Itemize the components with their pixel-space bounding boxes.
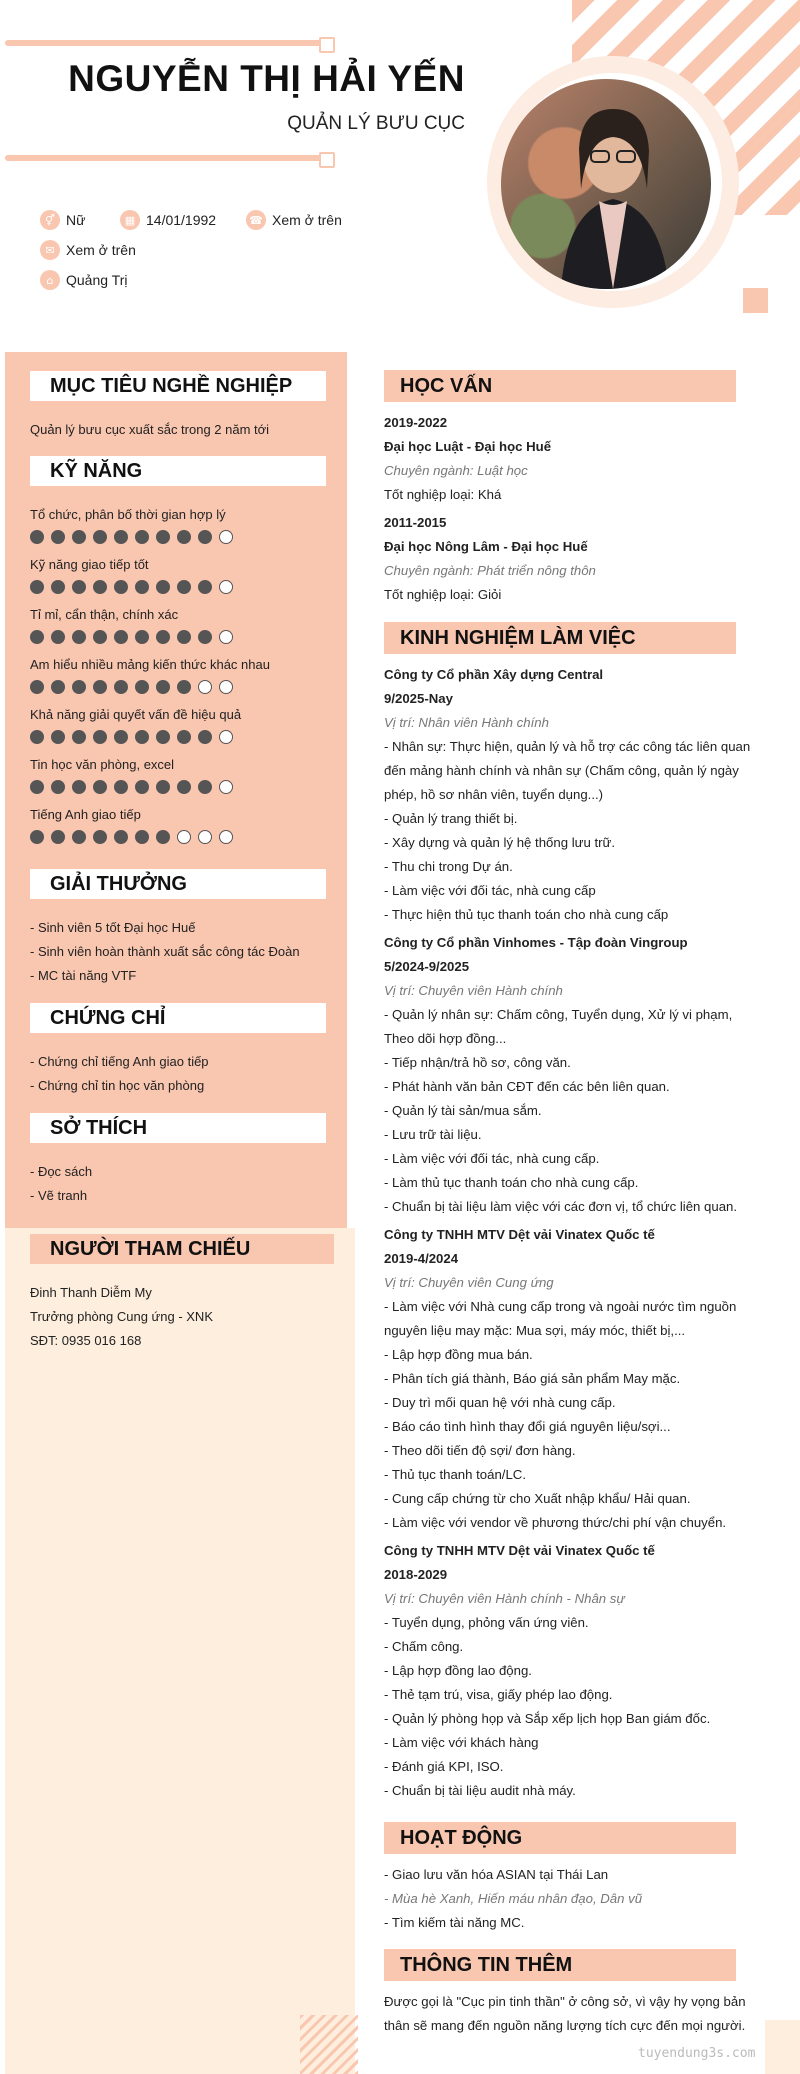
- job-company: Công ty TNHH MTV Dệt vải Vinatex Quốc tế: [384, 1543, 655, 1558]
- edu-period: 2011-2015: [384, 515, 447, 530]
- section-additional-title: THÔNG TIN THÊM: [384, 1949, 736, 1981]
- skill-rating: [30, 780, 240, 794]
- section-references-title: NGƯỜI THAM CHIẾU: [30, 1234, 334, 1264]
- job-period: 5/2024-9/2025: [384, 959, 470, 974]
- section-education-title: HỌC VẤN: [384, 370, 736, 402]
- rating-dot-filled: [114, 580, 128, 594]
- section-certificates-title: CHỨNG CHỈ: [30, 1003, 326, 1033]
- phone-icon: ☎: [246, 210, 266, 230]
- job-company: Công ty Cổ phần Vinhomes - Tập đoàn Vingroup: [384, 935, 688, 950]
- job-duty: - Cung cấp chứng từ cho Xuất nhập khẩu/ Hải quan.: [384, 1491, 691, 1506]
- rating-dot-filled: [30, 580, 44, 594]
- header-rule-bottom: [5, 155, 327, 161]
- rating-dot-filled: [156, 830, 170, 844]
- skill-rating: [30, 530, 240, 544]
- rating-dot-empty: [219, 530, 233, 544]
- skill-rating: [30, 730, 240, 744]
- edu-major: Chuyên ngành: Luật học: [384, 463, 528, 478]
- job-duty: - Theo dõi tiến độ sợi/ đơn hàng.: [384, 1443, 576, 1458]
- rating-dot-filled: [51, 630, 65, 644]
- rating-dot-filled: [93, 780, 107, 794]
- left-column-lower: [5, 1228, 355, 2074]
- job-duty: - Lập hợp đồng lao động.: [384, 1663, 532, 1678]
- rating-dot-filled: [177, 630, 191, 644]
- certificate-item: - Chứng chỉ tin học văn phòng: [30, 1078, 205, 1093]
- job-duty: - Chấm công.: [384, 1639, 464, 1654]
- rating-dot-filled: [30, 630, 44, 644]
- rating-dot-empty: [219, 630, 233, 644]
- rating-dot-filled: [93, 680, 107, 694]
- job-duty: - Làm việc với khách hàng: [384, 1735, 539, 1750]
- info-email: [40, 240, 136, 260]
- edu-school: Đại học Nông Lâm - Đại học Huế: [384, 539, 588, 554]
- watermark-backdrop: [765, 2020, 800, 2074]
- job-duty: - Quản lý trang thiết bị.: [384, 811, 518, 826]
- rating-dot-filled: [93, 730, 107, 744]
- rating-dot-filled: [198, 630, 212, 644]
- gender-icon: ⚥: [40, 210, 60, 230]
- certificate-item: - Chứng chỉ tiếng Anh giao tiếp: [30, 1054, 209, 1069]
- job-company: Công ty TNHH MTV Dệt vải Vinatex Quốc tế: [384, 1227, 655, 1242]
- job-company: Công ty Cổ phần Xây dựng Central: [384, 667, 604, 682]
- section-objective-title: MỤC TIÊU NGHỀ NGHIỆP: [30, 371, 326, 401]
- job-duty: - Làm việc với vendor về phương thức/chi phí vận chuyển.: [384, 1515, 727, 1530]
- hobby-item: - Vẽ tranh: [30, 1188, 88, 1203]
- rating-dot-filled: [51, 530, 65, 544]
- additional-line: Được gọi là "Cục pin tinh thần" ở công sở, vì vậy hy vọng bản: [384, 1994, 746, 2009]
- job-duty: - Lập hợp đồng mua bán.: [384, 1347, 533, 1362]
- skill-rating: [30, 830, 240, 844]
- rating-dot-empty: [219, 580, 233, 594]
- activity-item: - Giao lưu văn hóa ASIAN tại Thái Lan: [384, 1867, 609, 1882]
- skill-rating: [30, 580, 240, 594]
- rating-dot-filled: [177, 580, 191, 594]
- rating-dot-filled: [198, 730, 212, 744]
- rating-dot-filled: [30, 830, 44, 844]
- rating-dot-filled: [51, 780, 65, 794]
- info-phone: [246, 210, 342, 230]
- rating-dot-filled: [93, 530, 107, 544]
- email-icon: ✉: [40, 240, 60, 260]
- rating-dot-empty: [198, 830, 212, 844]
- rating-dot-filled: [135, 830, 149, 844]
- job-duty: - Quản lý tài sản/mua sắm.: [384, 1103, 542, 1118]
- rating-dot-filled: [72, 630, 86, 644]
- rating-dot-filled: [30, 780, 44, 794]
- rating-dot-empty: [219, 780, 233, 794]
- additional-line: thân sẽ mang đến nguồn năng lượng tích cực đến mọi người.: [384, 2018, 746, 2033]
- skill-name: Tin học văn phòng, excel: [30, 757, 175, 772]
- skill-name: Tiếng Anh giao tiếp: [30, 807, 141, 822]
- skill-name: Kỹ năng giao tiếp tốt: [30, 557, 149, 572]
- rating-dot-filled: [93, 830, 107, 844]
- home-icon: ⌂: [40, 270, 60, 290]
- job-duty: - Thẻ tạm trú, visa, giấy phép lao động.: [384, 1687, 613, 1702]
- rating-dot-filled: [114, 730, 128, 744]
- avatar: [501, 79, 711, 289]
- rating-dot-filled: [72, 580, 86, 594]
- skill-rating: [30, 630, 240, 644]
- phone-value: Xem ở trên: [272, 212, 342, 228]
- job-duty: - Thu chi trong Dự án.: [384, 859, 513, 874]
- award-item: - MC tài năng VTF: [30, 968, 137, 983]
- rating-dot-empty: [177, 830, 191, 844]
- rating-dot-filled: [198, 780, 212, 794]
- rating-dot-filled: [72, 730, 86, 744]
- decorative-square: [743, 288, 768, 313]
- job-duty: - Làm việc với đối tác, nhà cung cấp.: [384, 1151, 600, 1166]
- job-duty: Theo dõi hợp đồng...: [384, 1031, 507, 1046]
- award-item: - Sinh viên 5 tốt Đại học Huế: [30, 920, 196, 935]
- rating-dot-filled: [93, 580, 107, 594]
- rating-dot-filled: [135, 530, 149, 544]
- skill-name: Tổ chức, phân bố thời gian hợp lý: [30, 507, 226, 522]
- job-period: 2018-2029: [384, 1567, 448, 1582]
- skill-name: Am hiểu nhiều mảng kiến thức khác nhau: [30, 657, 270, 672]
- email-value: Xem ở trên: [66, 242, 136, 258]
- rating-dot-filled: [156, 730, 170, 744]
- objective-text: Quản lý bưu cục xuất sắc trong 2 năm tới: [30, 422, 270, 437]
- activity-item: - Mùa hè Xanh, Hiến máu nhân đạo, Dân vũ: [384, 1891, 643, 1906]
- rating-dot-filled: [198, 530, 212, 544]
- rating-dot-filled: [177, 530, 191, 544]
- rating-dot-filled: [72, 830, 86, 844]
- cv-header: [0, 0, 800, 340]
- skill-name: Tỉ mỉ, cẩn thận, chính xác: [30, 607, 179, 622]
- reference-item: SĐT: 0935 016 168: [30, 1333, 142, 1348]
- skill-rating: [30, 680, 240, 694]
- job-duty: - Đánh giá KPI, ISO.: [384, 1759, 504, 1774]
- job-duty: - Tuyển dụng, phỏng vấn ứng viên.: [384, 1615, 589, 1630]
- calendar-icon: ▦: [120, 210, 140, 230]
- rating-dot-filled: [135, 780, 149, 794]
- reference-item: Đinh Thanh Diễm My: [30, 1285, 152, 1300]
- address-value: Quảng Trị: [66, 272, 128, 288]
- rating-dot-filled: [135, 730, 149, 744]
- candidate-name: NGUYỄN THỊ HẢI YẾN: [68, 58, 465, 99]
- rating-dot-filled: [177, 680, 191, 694]
- edu-major: Chuyên ngành: Phát triển nông thôn: [384, 563, 596, 578]
- section-skills-title: KỸ NĂNG: [30, 456, 326, 486]
- job-position: Vị trí: Nhân viên Hành chính: [384, 715, 549, 730]
- rating-dot-filled: [156, 780, 170, 794]
- job-duty: - Xây dựng và quản lý hệ thống lưu trữ.: [384, 835, 616, 850]
- rating-dot-empty: [219, 830, 233, 844]
- job-duty: - Lưu trữ tài liệu.: [384, 1127, 482, 1142]
- rating-dot-filled: [30, 680, 44, 694]
- job-period: 9/2025-Nay: [384, 691, 453, 706]
- rating-dot-filled: [114, 630, 128, 644]
- rating-dot-filled: [156, 680, 170, 694]
- job-duty: - Thực hiện thủ tục thanh toán cho nhà cung cấp: [384, 907, 669, 922]
- header-rule-top: [5, 40, 327, 46]
- rating-dot-filled: [30, 530, 44, 544]
- rating-dot-filled: [135, 680, 149, 694]
- activity-item: - Tìm kiếm tài năng MC.: [384, 1915, 525, 1930]
- job-duty: - Chuẩn bị tài liệu làm việc với các đơn vị, tổ chức liên quan.: [384, 1199, 738, 1214]
- rating-dot-filled: [51, 580, 65, 594]
- rating-dot-filled: [198, 580, 212, 594]
- reference-item: Trưởng phòng Cung ứng - XNK: [30, 1309, 213, 1324]
- gender-value: Nữ: [66, 212, 86, 228]
- job-duty: - Duy trì mối quan hệ với nhà cung cấp.: [384, 1395, 616, 1410]
- rating-dot-filled: [114, 680, 128, 694]
- edu-grade: Tốt nghiệp loại: Giỏi: [384, 587, 502, 602]
- decorative-hatch: [300, 2015, 358, 2074]
- section-awards-title: GIẢI THƯỞNG: [30, 869, 326, 899]
- watermark: tuyendung3s.com: [638, 2046, 756, 2061]
- rating-dot-filled: [30, 730, 44, 744]
- rating-dot-filled: [135, 630, 149, 644]
- rating-dot-filled: [114, 530, 128, 544]
- candidate-job-title: QUẢN LÝ BƯU CỤC: [287, 113, 465, 134]
- section-experience-title: KINH NGHIỆM LÀM VIỆC: [384, 622, 736, 654]
- rating-dot-filled: [51, 730, 65, 744]
- rating-dot-filled: [156, 530, 170, 544]
- rating-dot-filled: [177, 730, 191, 744]
- info-gender: [40, 210, 85, 230]
- job-duty: - Làm thủ tục thanh toán cho nhà cung cấp.: [384, 1175, 639, 1190]
- hobby-item: - Đọc sách: [30, 1164, 93, 1179]
- rating-dot-filled: [156, 630, 170, 644]
- dob-value: 14/01/1992: [146, 212, 217, 228]
- rating-dot-empty: [219, 730, 233, 744]
- edu-period: 2019-2022: [384, 415, 448, 430]
- job-duty: - Quản lý phòng họp và Sắp xếp lịch họp Ban giám đốc.: [384, 1711, 711, 1726]
- job-duty: - Làm việc với Nhà cung cấp trong và ngoài nước tìm nguồn: [384, 1299, 737, 1314]
- section-hobbies-title: SỞ THÍCH: [30, 1113, 326, 1143]
- job-duty: - Báo cáo tình hình thay đổi giá nguyên liệu/sợi...: [384, 1419, 671, 1434]
- section-activities-title: HOẠT ĐỘNG: [384, 1822, 736, 1854]
- edu-school: Đại học Luật - Đại học Huế: [384, 439, 552, 454]
- rating-dot-filled: [51, 680, 65, 694]
- job-position: Vị trí: Chuyên viên Hành chính - Nhân sự: [384, 1591, 625, 1606]
- rating-dot-empty: [219, 680, 233, 694]
- rating-dot-filled: [135, 580, 149, 594]
- job-period: 2019-4/2024: [384, 1251, 459, 1266]
- job-duty: - Tiếp nhận/trả hồ sơ, công văn.: [384, 1055, 571, 1070]
- rating-dot-filled: [156, 580, 170, 594]
- job-duty: đến mảng hành chính và nhân sự (Chấm công, quản lý ngày: [384, 763, 739, 778]
- info-address: [40, 270, 127, 290]
- rating-dot-filled: [51, 830, 65, 844]
- job-duty: - Quản lý nhân sự: Chấm công, Tuyển dụng, Xử lý vi phạm,: [384, 1007, 733, 1022]
- rating-dot-filled: [114, 780, 128, 794]
- job-position: Vị trí: Chuyên viên Cung ứng: [384, 1275, 554, 1290]
- rating-dot-empty: [198, 680, 212, 694]
- job-duty: - Thủ tục thanh toán/LC.: [384, 1467, 526, 1482]
- info-dob: [120, 210, 216, 230]
- rating-dot-filled: [93, 630, 107, 644]
- job-duty: - Phân tích giá thành, Báo giá sản phẩm May mặc.: [384, 1371, 681, 1386]
- job-duty: nguyên liệu may mặc: Mua sợi, máy móc, thiết bị,...: [384, 1323, 686, 1338]
- job-duty: - Làm việc với đối tác, nhà cung cấp: [384, 883, 596, 898]
- rating-dot-filled: [72, 780, 86, 794]
- rating-dot-filled: [72, 530, 86, 544]
- job-duty: - Phát hành văn bản CĐT đến các bên liên quan.: [384, 1079, 670, 1094]
- job-duty: - Chuẩn bị tài liệu audit nhà máy.: [384, 1783, 576, 1798]
- award-item: - Sinh viên hoàn thành xuất sắc công tác Đoàn: [30, 944, 300, 959]
- job-duty: phép, hồ sơ nhân viên, tuyển dụng...): [384, 787, 604, 802]
- job-position: Vị trí: Chuyên viên Hành chính: [384, 983, 563, 998]
- rating-dot-filled: [177, 780, 191, 794]
- job-duty: - Nhân sự: Thực hiện, quản lý và hỗ trợ các công tác liên quan: [384, 739, 751, 754]
- edu-grade: Tốt nghiệp loại: Khá: [384, 487, 502, 502]
- rating-dot-filled: [72, 680, 86, 694]
- skill-name: Khả năng giải quyết vấn đề hiệu quả: [30, 707, 242, 722]
- rating-dot-filled: [114, 830, 128, 844]
